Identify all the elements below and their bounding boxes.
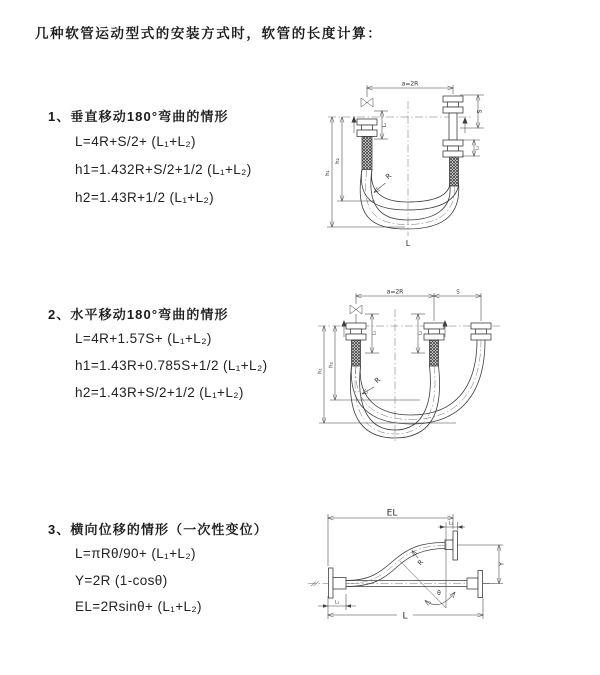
section2-heading: 2、水平移动180°弯曲的情形	[48, 307, 229, 322]
fit-right-dim-label: L₂	[418, 330, 424, 336]
left-hose-fitting	[346, 323, 366, 366]
hose-arcs	[360, 169, 459, 229]
section1-formula-length: L=4R+S/2+ (L₁+L₂)	[75, 134, 196, 149]
angle-label: θ	[437, 590, 441, 597]
dimension-fit-left	[318, 594, 356, 610]
section3-formula-y: Y=2R (1-cosθ)	[75, 573, 168, 588]
radius-leader	[374, 172, 393, 193]
fit-right-dim-label: L₂	[475, 145, 481, 151]
span-dim-label: a=2R	[401, 80, 419, 88]
section3-formula-el: EL=2Rsinθ+ (L₁+L₂)	[75, 599, 202, 614]
travel-dim-label: S	[456, 289, 460, 296]
dimension-travel	[434, 290, 481, 297]
angle-construction	[400, 522, 455, 608]
lower-flange-fitting	[467, 571, 483, 598]
h1-dim-label: h₁	[317, 368, 324, 374]
left-hose-fitting	[357, 119, 377, 170]
h2-dim-label: h₂	[335, 158, 341, 164]
section3-formula-length: L=πRθ/90+ (L₁+L₂)	[75, 546, 196, 561]
dimension-fit-right	[462, 140, 481, 156]
travel-dim-label: S	[476, 109, 484, 114]
span-dim-label: a=2R	[386, 288, 404, 296]
hose-s-curve	[346, 543, 445, 587]
diagram-lateral-displacement	[300, 498, 600, 643]
dimension-fit-right	[411, 314, 425, 353]
middle-hose-fitting	[424, 323, 444, 366]
movement-arrow-up-left	[351, 116, 356, 123]
fit-left-dim-label: L₁	[334, 600, 340, 606]
fit-left-dim-label: L₁	[383, 122, 388, 128]
movement-arrow-up-right	[462, 117, 467, 124]
dimension-span	[356, 289, 481, 324]
section2-formula-length: L=4R+1.57S+ (L₁+L₂)	[75, 331, 212, 346]
h2-dim-label: h₂	[328, 362, 335, 368]
offset-dim-label: Y	[497, 562, 506, 566]
section2-formula-h2: h2=1.43R+S/2+1/2 (L₁+L₂)	[75, 385, 244, 400]
left-flange-fitting	[329, 568, 347, 598]
valve-icon	[350, 305, 362, 314]
right-hose-fitting	[443, 96, 463, 186]
radius-label: R	[384, 171, 394, 182]
dimension-el	[328, 509, 453, 567]
upper-flange-fitting	[445, 531, 458, 560]
page-title: 几种软管运动型式的安装方式时，软管的长度计算：	[35, 26, 383, 41]
radius-label: R	[373, 375, 383, 386]
dimension-span	[367, 81, 453, 98]
section1-formula-h2: h2=1.43R+1/2 (L₁+L₂)	[75, 190, 215, 205]
h1-dim-label: h₁	[325, 170, 331, 176]
dimension-length	[328, 596, 483, 622]
dimension-fit-left	[365, 314, 379, 353]
valve-icon	[361, 98, 373, 107]
dimension-fit-right	[438, 521, 465, 531]
right-hose-fitting	[471, 323, 491, 340]
fit-left-dim-label: L₁	[372, 330, 378, 336]
fit-right-dim-label: L₂	[448, 521, 454, 527]
section1-heading: 1、垂直移动180°弯曲的情形	[48, 109, 229, 124]
section2-formula-h1: h1=1.43R+0.785S+1/2 (L₁+L₂)	[75, 358, 268, 373]
length-label: L	[405, 239, 411, 248]
section1-formula-h1: h1=1.432R+S/2+1/2 (L₁+L₂)	[75, 162, 252, 177]
radius-label: R	[416, 558, 426, 568]
radius-leader	[362, 376, 382, 394]
el-dim-label: EL	[386, 508, 398, 519]
dimension-h2	[329, 326, 421, 400]
diagram-vertical-180-bend	[310, 75, 600, 255]
diagram-horizontal-180-bend	[308, 283, 600, 463]
length-dim-label: L	[402, 611, 408, 622]
section3-heading: 3、横向位移的情形（一次性变位）	[48, 522, 268, 537]
